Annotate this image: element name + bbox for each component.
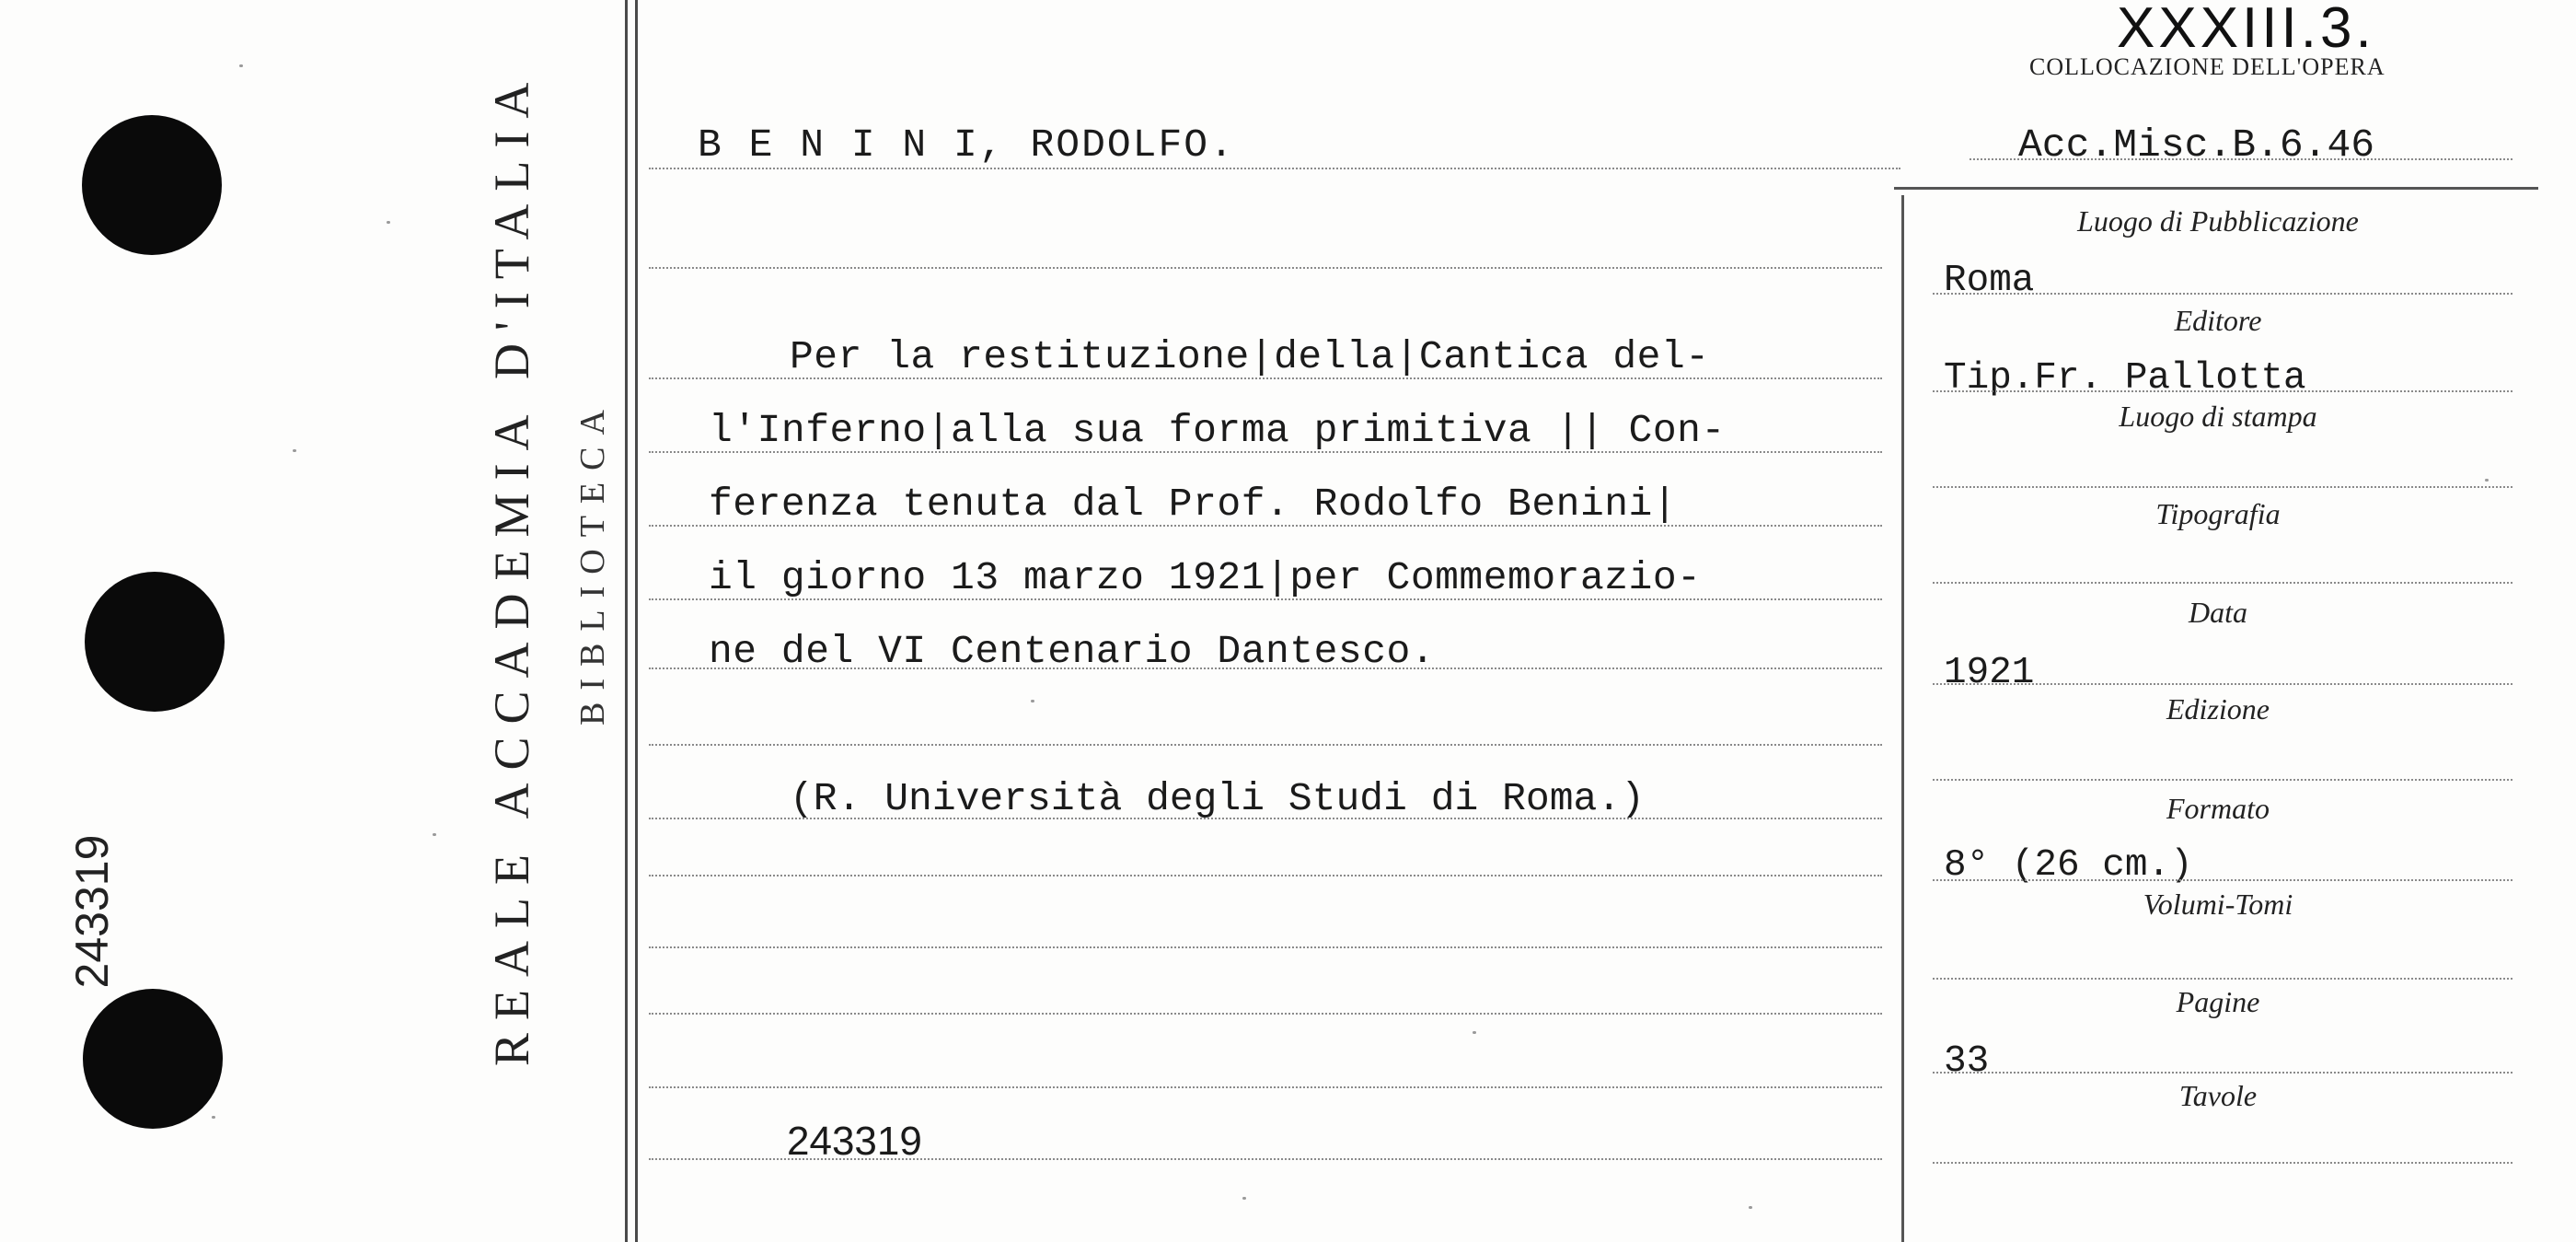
paper-speck: [1749, 1206, 1752, 1209]
author-heading: B E N I N I, RODOLFO.: [698, 122, 1235, 168]
value-data: 1921: [1944, 652, 2035, 694]
guide-line: [649, 1013, 1882, 1015]
title-line: Per la restituzione|della|Cantica del-: [790, 334, 1710, 379]
title-line: il giorno 13 marzo 1921|per Commemorazio-: [709, 555, 1702, 600]
guide-line: [649, 744, 1882, 746]
collocation-label: COLLOCAZIONE DELL'OPERA: [2029, 53, 2385, 80]
field-line: [1933, 486, 2512, 488]
label-tipografia: Tipografia: [2155, 497, 2281, 530]
punch-hole: [82, 115, 222, 255]
publisher-note: (R. Università degli Studi di Roma.): [790, 776, 1645, 821]
label-edizione: Edizione: [2166, 692, 2270, 725]
label-editore: Editore: [2174, 304, 2262, 337]
guide-line: [649, 875, 1882, 876]
margin-rule-outer: [625, 0, 628, 1242]
guide-line: [649, 267, 1882, 269]
field-line: [1933, 582, 2512, 584]
margin-rule-inner: [635, 0, 638, 1242]
paper-speck: [387, 221, 390, 224]
punch-hole: [85, 572, 225, 712]
inventory-number-vertical: 243319: [66, 834, 118, 989]
label-formato: Formato: [2166, 792, 2270, 825]
value-formato: 8° (26 cm.): [1944, 844, 2193, 887]
field-line: [1933, 293, 2512, 295]
label-tavole: Tavole: [2178, 1079, 2258, 1112]
field-line: [1933, 779, 2512, 781]
value-editore: Tip.Fr. Pallotta: [1944, 357, 2306, 400]
paper-speck: [212, 1116, 215, 1119]
field-line: [1933, 1072, 2512, 1074]
field-line: [1933, 978, 2512, 980]
institution-name: REALE ACCADEMIA D'ITALIA: [484, 69, 539, 1066]
title-line: l'Inferno|alla sua forma primitiva || Con-: [709, 408, 1726, 453]
label-volumi-tomi: Volumi-Tomi: [2143, 888, 2293, 921]
field-line: [1933, 683, 2512, 685]
paper-speck: [1242, 1197, 1246, 1200]
guide-line: [649, 1086, 1882, 1088]
guide-line: [649, 946, 1882, 948]
punch-hole: [83, 989, 223, 1129]
institution-subtitle: BIBLIOTECA: [573, 398, 612, 725]
inventory-number-bottom: 243319: [787, 1119, 922, 1164]
title-line: ferenza tenuta dal Prof. Rodolfo Benini|: [709, 482, 1678, 527]
label-data: Data: [2189, 596, 2247, 629]
title-line: ne del VI Centenario Dantesco.: [709, 629, 1436, 674]
paper-speck: [1031, 700, 1034, 702]
value-luogo-pubblicazione: Roma: [1944, 260, 2035, 302]
collocation-handwritten: XXXIII.3.: [2117, 0, 2375, 60]
paper-speck: [239, 64, 243, 67]
paper-speck: [433, 833, 436, 836]
label-luogo-pubblicazione: Luogo di Pubblicazione: [2077, 204, 2359, 238]
metadata-box-rule: [1901, 195, 1904, 1242]
field-line: [1933, 1162, 2512, 1164]
field-line: [1933, 879, 2512, 881]
label-luogo-stampa: Luogo di stampa: [2119, 400, 2317, 433]
field-line: [1933, 390, 2512, 392]
value-pagine: 33: [1944, 1040, 1990, 1083]
paper-speck: [293, 449, 296, 452]
paper-speck: [1473, 1031, 1476, 1034]
label-pagine: Pagine: [2176, 985, 2260, 1018]
paper-speck: [2485, 479, 2489, 482]
shelfmark: Acc.Misc.B.6.46: [2018, 122, 2375, 168]
